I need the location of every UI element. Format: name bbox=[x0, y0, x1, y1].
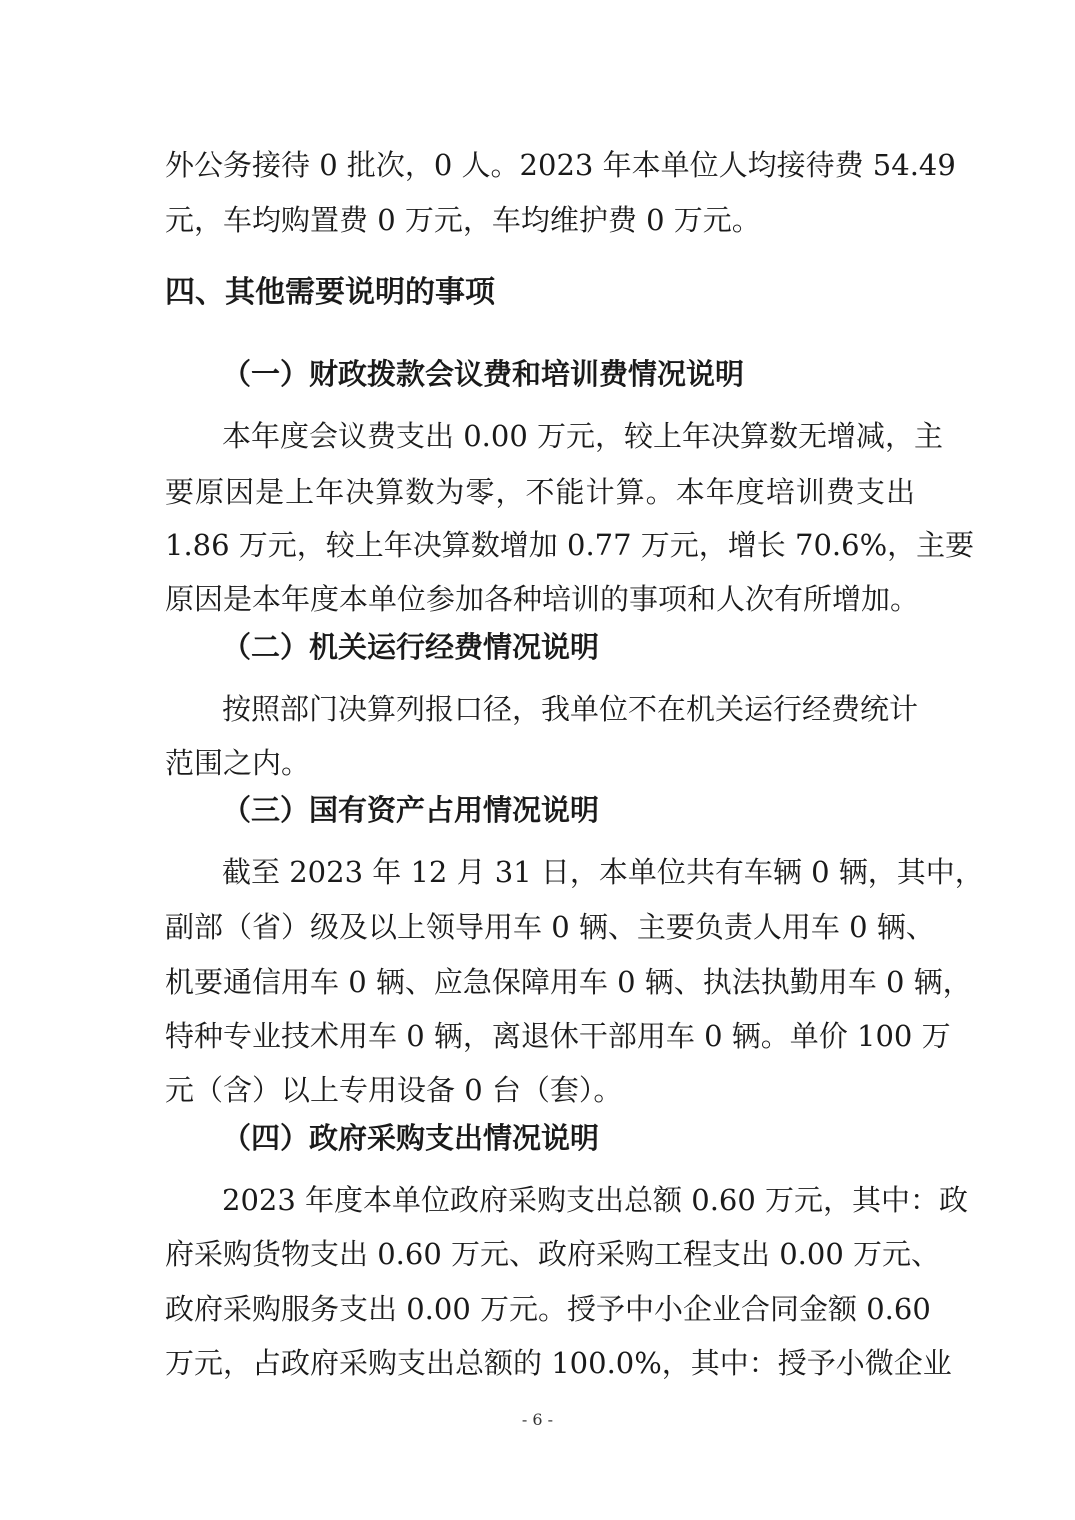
paragraph-line: 范围之内。 bbox=[165, 746, 311, 780]
section-heading: 四、其他需要说明的事项 bbox=[165, 275, 495, 310]
paragraph-line: 特种专业技术用车 0 辆，离退休干部用车 0 辆。单价 100 万 bbox=[165, 1019, 951, 1053]
paragraph-line: 原因是本年度本单位参加各种培训的事项和人次有所增加。 bbox=[165, 582, 920, 616]
paragraph-line: 2023 年度本单位政府采购支出总额 0.60 万元，其中：政 bbox=[222, 1183, 969, 1217]
paragraph-line: 外公务接待 0 批次，0 人。2023 年本单位人均接待费 54.49 bbox=[165, 148, 956, 182]
paragraph-line: 本年度会议费支出 0.00 万元，较上年决算数无增减，主 bbox=[222, 419, 944, 453]
subsection-heading: （一）财政拨款会议费和培训费情况说明 bbox=[222, 357, 745, 391]
paragraph-line: 府采购货物支出 0.60 万元、政府采购工程支出 0.00 万元、 bbox=[165, 1237, 941, 1271]
subsection-heading: （四）政府采购支出情况说明 bbox=[222, 1121, 600, 1155]
paragraph-line: 要原因是上年决算数为零，不能计算。本年度培训费支出 bbox=[165, 475, 915, 509]
paragraph-line: 元，车均购置费 0 万元，车均维护费 0 万元。 bbox=[165, 203, 761, 237]
paragraph-line: 机要通信用车 0 辆、应急保障用车 0 辆、执法执勤用车 0 辆， bbox=[165, 965, 972, 999]
subsection-heading: （二）机关运行经费情况说明 bbox=[222, 630, 600, 664]
paragraph-line: 按照部门决算列报口径，我单位不在机关运行经费统计 bbox=[222, 692, 919, 726]
subsection-heading: （三）国有资产占用情况说明 bbox=[222, 793, 600, 827]
paragraph-line: 1.86 万元，较上年决算数增加 0.77 万元，增长 70.6%，主要 bbox=[165, 528, 975, 562]
paragraph-line: 截至 2023 年 12 月 31 日，本单位共有车辆 0 辆，其中， bbox=[222, 855, 984, 889]
page-number: - 6 - bbox=[521, 1410, 554, 1429]
paragraph-line: 政府采购服务支出 0.00 万元。授予中小企业合同金额 0.60 bbox=[165, 1292, 931, 1326]
paragraph-line: 副部（省）级及以上领导用车 0 辆、主要负责人用车 0 辆、 bbox=[165, 910, 935, 944]
paragraph-line: 元（含）以上专用设备 0 台（套）。 bbox=[165, 1073, 623, 1107]
paragraph-line: 万元，占政府采购支出总额的 100.0%，其中：授予小微企业 bbox=[165, 1346, 952, 1380]
